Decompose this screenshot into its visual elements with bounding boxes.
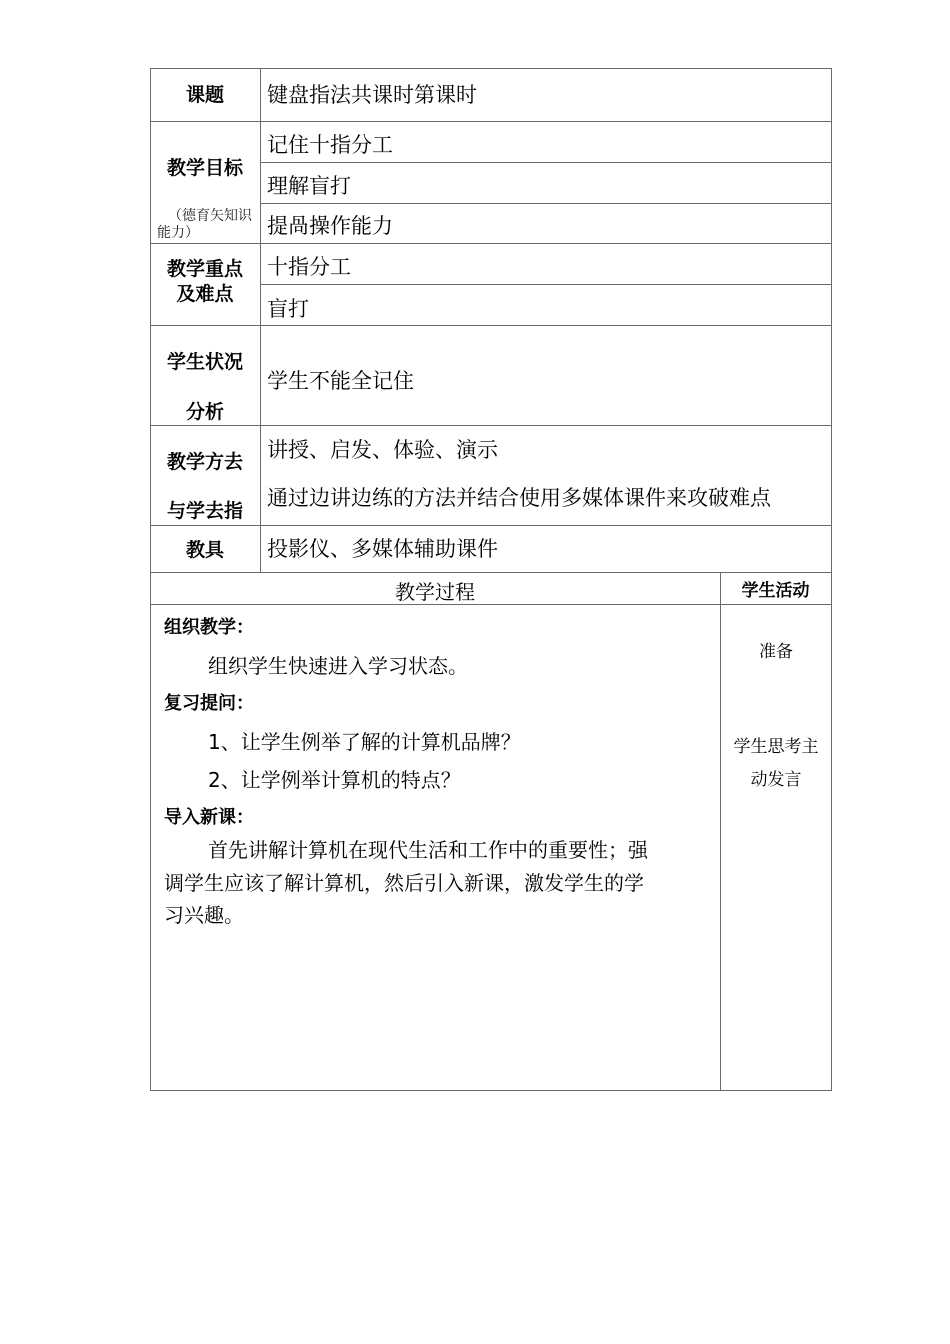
process-line: 首先讲解计算机在现代生活和工作中的重要性；强 (208, 838, 648, 862)
students-label-line1: 学生状况 (166, 351, 243, 373)
process-line: 组织学生快速进入学习状态。 (208, 654, 468, 678)
tools-label: 教具 (185, 539, 224, 561)
keypoints-label-line1: 教学重点 (166, 258, 243, 280)
goals-sublabel-line1: （德育矢知识 (168, 208, 252, 224)
process-line: 2、让学例举计算机的特点？ (208, 768, 461, 792)
topic-label: 课题 (185, 84, 224, 106)
methods-label-line2: 与学去指 (166, 500, 243, 522)
activity-item: 准备 (759, 642, 793, 662)
method-item: 通过边讲边练的方法并结合使用多媒体课件来攻破难点 (267, 486, 771, 510)
method-item: 讲授、启发、体验、演示 (267, 438, 498, 462)
activity-item: 学生思考主 (733, 737, 819, 757)
goal-item: 理解盲打 (267, 174, 351, 198)
section-title-intro: 导入新课： (164, 807, 254, 828)
topic-value: 键盘指法共课时第课时 (267, 83, 477, 107)
activity-item: 动发言 (750, 770, 802, 790)
goals-label: 教学目标 (166, 157, 243, 179)
process-line: 调学生应该了解计算机，然后引入新课，激发学生的学 (164, 871, 644, 895)
goal-item: 记住十指分工 (267, 133, 393, 157)
process-header: 教学过程 (395, 580, 475, 604)
students-label-line2: 分析 (185, 401, 224, 423)
students-value: 学生不能全记住 (267, 369, 414, 393)
section-title-review: 复习提问： (164, 693, 254, 714)
goal-item: 提咼操作能力 (267, 214, 393, 238)
goals-sublabel-line2: 能力） (157, 225, 199, 241)
keypoint-item: 十指分工 (267, 255, 351, 279)
process-line: 1、让学生例举了解的计算机品牌？ (208, 730, 521, 754)
tools-value: 投影仪、多媒体辅助课件 (267, 537, 498, 561)
methods-label-line1: 教学方去 (166, 451, 243, 473)
section-title-organize: 组织教学： (164, 617, 254, 638)
process-line: 习兴趣。 (164, 903, 244, 927)
keypoint-item: 盲打 (267, 297, 309, 321)
activity-header: 学生活动 (741, 581, 810, 601)
keypoints-label-line2: 及难点 (176, 283, 234, 305)
